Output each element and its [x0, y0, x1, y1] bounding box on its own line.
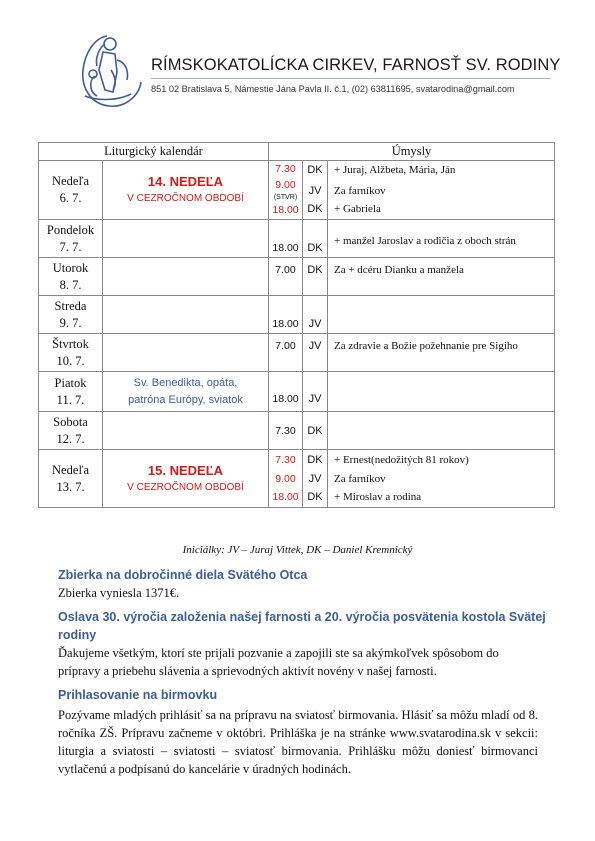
intention-cell: [328, 372, 555, 412]
intention-cell: Za + dcéru Dianku a manžela: [328, 258, 555, 296]
mass-time: 18.00: [272, 490, 299, 503]
celebrant: JV: [308, 185, 322, 197]
day-cell: [39, 220, 103, 258]
day-name: Piatok: [54, 375, 87, 390]
day-name: Streda: [54, 298, 87, 313]
table-row: [39, 296, 555, 334]
feast-subtitle: V CEZROČNOM OBDOBÍ: [127, 193, 244, 204]
feast-cell: [103, 161, 269, 220]
col-intentions-header: Úmysly: [269, 143, 555, 161]
feast-subtitle: V CEZROČNOM OBDOBÍ: [127, 481, 244, 493]
day-date: 13. 7.: [56, 479, 85, 494]
feast-title: 15. NEDEĽA: [147, 462, 224, 478]
celebrant-cell: [303, 450, 328, 508]
day-date: 12. 7.: [56, 431, 85, 446]
celebrant-cell: [303, 161, 328, 220]
celebrant-cell: JV: [303, 372, 328, 412]
day-date: 8. 7.: [59, 277, 82, 292]
table-row: [39, 161, 555, 220]
day-name: Sobota: [53, 414, 88, 429]
celebrant: DK: [307, 453, 323, 466]
time-cell: 18.00: [269, 372, 303, 412]
mass-time: 7.30: [275, 163, 296, 175]
intention-cell: [328, 161, 555, 220]
col-calendar-header: Liturgický kalendár: [39, 143, 269, 161]
day-cell: [39, 334, 103, 372]
time-cell: [269, 161, 303, 220]
day-date: 6. 7.: [59, 191, 82, 205]
table-row: [39, 258, 555, 296]
time-cell: [269, 450, 303, 508]
day-name: Nedeľa: [52, 462, 89, 477]
table-row: [39, 334, 555, 372]
table-header-row: [39, 143, 555, 161]
day-date: 9. 7.: [59, 315, 82, 330]
feast-cell: [103, 372, 269, 412]
celebrant-cell: DK: [303, 258, 328, 296]
mass-time: 9.00: [275, 179, 296, 191]
celebrant-cell: DK: [303, 412, 328, 450]
time-cell: 7.30: [269, 412, 303, 450]
celebrant: JV: [308, 472, 322, 485]
intention-cell: [328, 412, 555, 450]
section-title: Zbierka na dobročinné diela Svätého Otca: [58, 568, 308, 582]
feast-title: Sv. Benedikta, opáta,: [133, 376, 238, 389]
day-cell: [39, 412, 103, 450]
letterhead: [55, 30, 561, 110]
celebrant: DK: [307, 490, 323, 503]
day-date: 7. 7.: [59, 239, 82, 254]
feast-cell: [103, 296, 269, 334]
celebrant-cell: DK: [303, 220, 328, 258]
parish-address: 851 02 Bratislava 5, Námestie Jána Pavla II. č.1, (02) 63811695, svatarodina@gmail.com: [151, 84, 515, 94]
section-title: Prihlasovanie na birmovku: [58, 688, 218, 702]
intention-cell: [328, 450, 555, 508]
intention: + Ernest(nedožitých 81 rokov): [334, 453, 469, 466]
section-text: Ďakujeme všetkým, ktorí ste prijali pozvanie a zapojili ste sa akýmkoľvek spôsobom do prípravy a priebehu slávenia a sprievodných aktivít novény v našej farnosti.: [58, 646, 499, 678]
section-title: Oslava 30. výročia založenia našej farnosti a 20. výročia posvätenia kostola Svätej: [58, 610, 546, 624]
time-note: (STVR): [273, 194, 298, 201]
celebrant-cell: JV: [303, 334, 328, 372]
time-cell: 18.00: [269, 296, 303, 334]
liturgical-calendar-table: [38, 142, 555, 508]
initials-legend: Iniciálky: JV – Juraj Vittek, DK – Daniel Kremnický: [182, 544, 413, 556]
feast-cell: [103, 334, 269, 372]
intention: + Miroslav a rodina: [334, 490, 422, 503]
intention-cell: Za zdravie a Božie požehnanie pre Sigiho: [328, 334, 555, 372]
celebrant: DK: [307, 164, 323, 176]
day-name: Pondelok: [46, 222, 95, 237]
feast-cell: [103, 450, 269, 508]
day-name: Nedeľa: [52, 174, 89, 188]
intention-cell: [328, 296, 555, 334]
day-date: 10. 7.: [56, 353, 85, 368]
header-divider: [151, 78, 551, 79]
celebrant-cell: JV: [303, 296, 328, 334]
intention: + Gabriela: [334, 203, 381, 215]
intention: + manžel Jaroslav a rodičia z oboch strán: [334, 234, 516, 247]
day-name: Štvrtok: [52, 336, 89, 351]
intention: + Juraj, Alžbeta, Mária, Ján: [334, 164, 456, 176]
feast-cell: [103, 220, 269, 258]
feast-cell: [103, 258, 269, 296]
intention-cell: [328, 220, 555, 258]
day-cell: [39, 450, 103, 508]
time-cell: 7.00: [269, 334, 303, 372]
feast-title: 14. NEDEĽA: [147, 174, 224, 189]
feast-subtitle: patróna Európy, sviatok: [128, 393, 243, 406]
table-row: [39, 372, 555, 412]
day-cell: [39, 258, 103, 296]
day-cell: [39, 161, 103, 220]
time-cell: 7.00: [269, 258, 303, 296]
day-name: Utorok: [52, 260, 89, 275]
section-text: Zbierka vyniesla 1371€.: [58, 586, 180, 600]
mass-time: 9.00: [275, 472, 296, 485]
celebrant: DK: [307, 203, 323, 215]
day-cell: [39, 372, 103, 412]
table-row: [39, 450, 555, 508]
intention: Za farníkov: [334, 185, 386, 197]
parish-name: RÍMSKOKATOLÍCKA CIRKEV, FARNOSŤ SV. RODINY: [151, 56, 561, 74]
day-date: 11. 7.: [56, 392, 85, 407]
holy-family-logo: [55, 30, 150, 110]
time-cell: 18.00: [269, 220, 303, 258]
section-title-cont: rodiny: [58, 628, 97, 642]
feast-cell: [103, 412, 269, 450]
intention: Za farníkov: [334, 472, 386, 485]
table-row: [39, 220, 555, 258]
section-text: Pozývame mladých prihlásiť sa na prípravu na sviatosť birmovania. Hlásiť sa môžu mladí od 8. ročníka ZŠ. Prípravu začneme v októbri. Prihláška je na stránke www.svatarodina.sk v sekcii: liturgia a sviatosti – sviatosti – sviatosť birmovania. Prihlášku môžu doniesť birmovanci vytlačenú a podpísanú do kancelárie v úradných hodinách.: [58, 708, 538, 776]
mass-time: 18.00: [272, 204, 299, 216]
table-row: [39, 412, 555, 450]
day-cell: [39, 296, 103, 334]
mass-time: 7.30: [275, 453, 296, 466]
